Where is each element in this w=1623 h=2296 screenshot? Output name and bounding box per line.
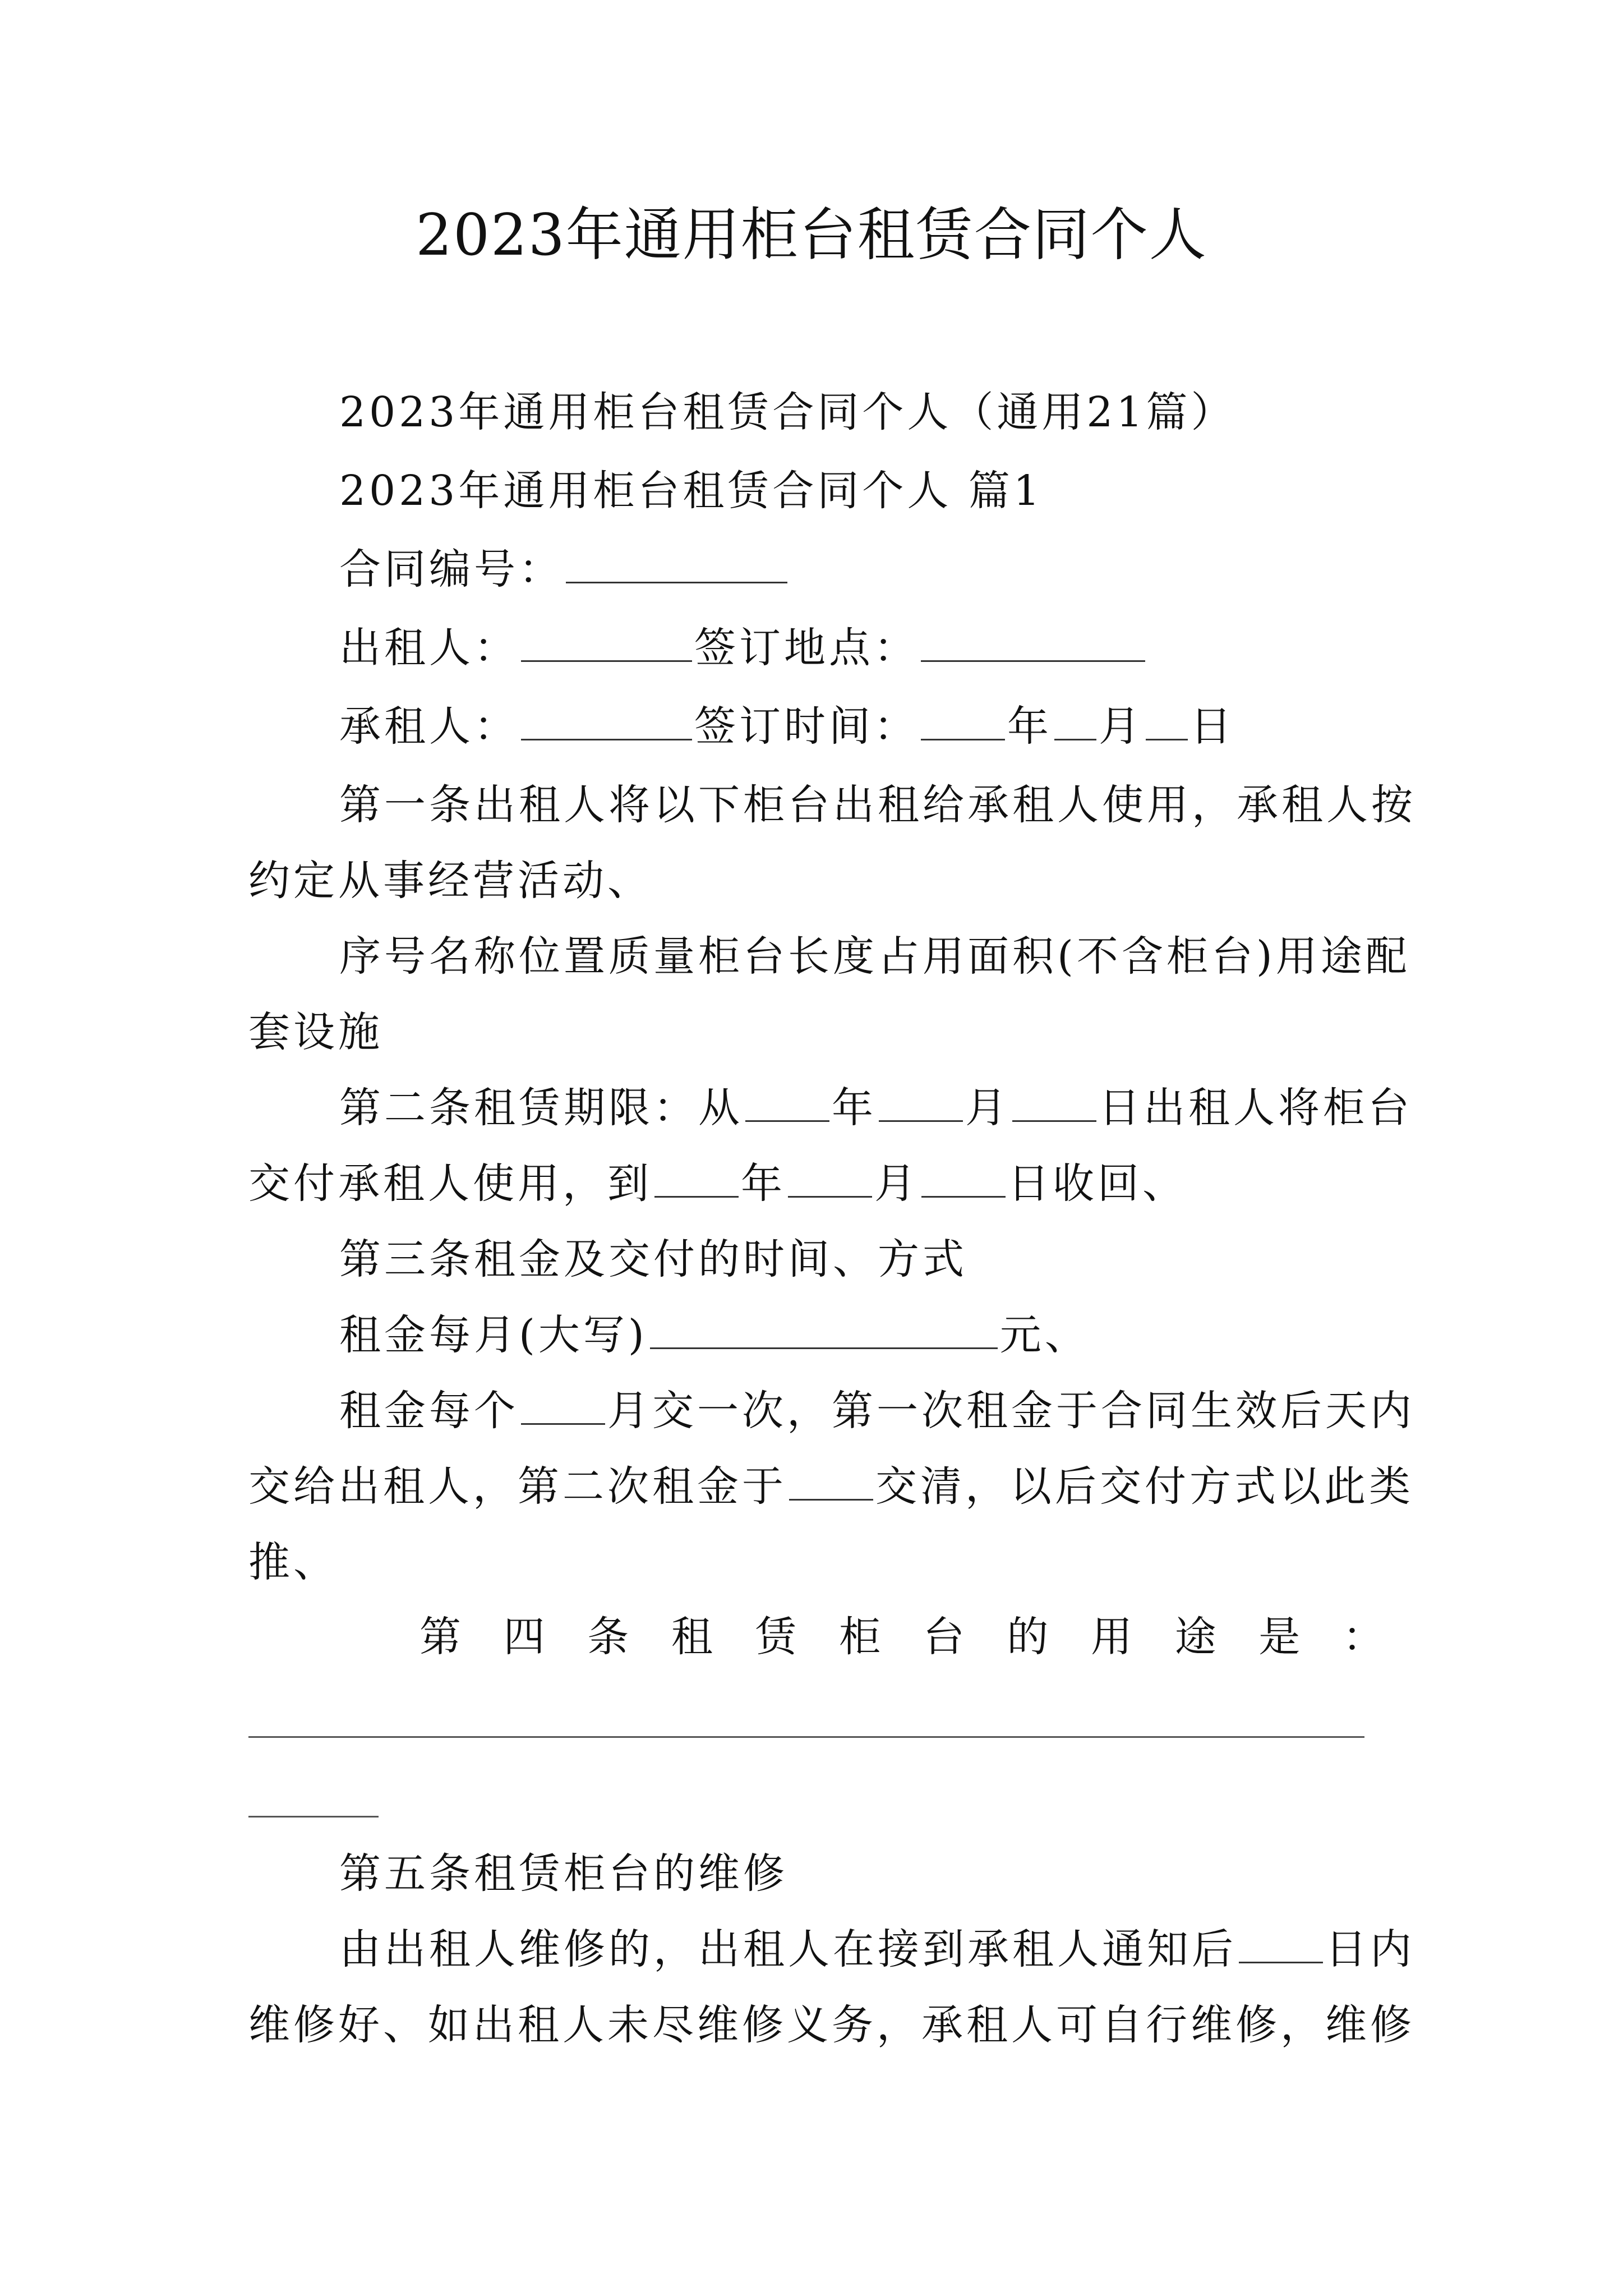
month-label: 月 <box>874 1159 919 1208</box>
article-4-char: 台 <box>923 1613 965 1661</box>
article-4-char: 柜 <box>839 1613 881 1661</box>
article-4-char: ： <box>1342 1613 1384 1661</box>
repair-line-1 <box>339 1921 1415 1977</box>
article-4-char: 的 <box>1007 1613 1049 1661</box>
end-month-blank <box>788 1157 872 1198</box>
contract-number-label: 合同编号： <box>339 545 564 593</box>
article-4-char: 赁 <box>755 1613 797 1661</box>
sign-day-blank <box>1146 700 1188 740</box>
start-month-blank <box>879 1081 963 1122</box>
rent-months-blank <box>521 1384 605 1425</box>
year-label: 年 <box>832 1084 877 1132</box>
article-4-char: 四 <box>503 1613 545 1661</box>
article-2-line-1 <box>339 1080 1413 1136</box>
article-4-line <box>419 1609 1384 1665</box>
rent-subsequent-text: 交清，以后交付方式以此类 <box>875 1462 1414 1511</box>
article-4-purpose-blank-2 <box>248 1816 379 1818</box>
lessee-label: 承租人： <box>339 702 519 751</box>
start-day-blank <box>1012 1081 1096 1122</box>
sign-place-blank <box>921 621 1145 662</box>
article-4-char: 途 <box>1174 1613 1216 1661</box>
month-label: 月 <box>965 1084 1010 1132</box>
lessee-line <box>339 698 1235 754</box>
rent-frequency-line-2 <box>248 1458 1414 1515</box>
article-2-handover-text: 日出租人将柜台 <box>1099 1084 1413 1132</box>
article-4-char: 条 <box>587 1613 629 1661</box>
rent-frequency-line-3: 推、 <box>248 1538 338 1586</box>
month-label: 月 <box>1099 702 1144 751</box>
lessor-line <box>339 620 1147 676</box>
year-label: 年 <box>1007 702 1052 751</box>
table-header-line-1: 序号名称位置质量柜台长度占用面积(不含柜台)用途配 <box>339 932 1410 981</box>
article-2-return-text: 日收回、 <box>1008 1159 1187 1208</box>
article-4-char: 用 <box>1091 1613 1132 1661</box>
contract-number-blank <box>566 542 787 583</box>
rent-frequency-line-1 <box>339 1383 1415 1439</box>
sign-year-blank <box>921 700 1005 740</box>
repair-notice-text: 由出租人维修的，出租人在接到承租人通知后 <box>339 1925 1237 1973</box>
repair-days-blank <box>1239 1922 1323 1963</box>
rent-monthly-label: 租金每月(大写) <box>339 1311 648 1359</box>
article-2-line-2 <box>248 1156 1187 1212</box>
article-4-char: 是 <box>1258 1613 1301 1661</box>
rent-first-payment-text: 月交一次，第一次租金于合同生效后天内 <box>607 1387 1415 1435</box>
article-1-line-1: 第一条出租人将以下柜台出租给承租人使用，承租人按 <box>339 781 1416 829</box>
sign-place-label: 签订地点： <box>694 624 919 672</box>
contract-number-line <box>339 541 790 597</box>
article-3-heading: 第三条租金及交付的时间、方式 <box>339 1235 967 1283</box>
start-year-blank <box>745 1081 829 1122</box>
article-4-purpose-blank-1 <box>248 1736 1364 1738</box>
rent-second-date-blank <box>789 1460 873 1501</box>
section-heading: 2023年通用柜台租赁合同个人 篇1 <box>339 467 1043 515</box>
lessor-label: 出租人： <box>339 624 519 672</box>
repair-days-label: 日内 <box>1325 1925 1415 1973</box>
sign-month-blank <box>1054 700 1096 740</box>
rent-amount-blank <box>650 1308 998 1349</box>
article-4-char: 租 <box>671 1613 713 1661</box>
lessor-blank <box>521 621 692 662</box>
rent-unit: 元、 <box>999 1311 1090 1359</box>
year-label: 年 <box>741 1159 786 1208</box>
rent-second-payment-text: 交给出租人，第二次租金于 <box>248 1462 787 1511</box>
subtitle: 2023年通用柜台租赁合同个人（通用21篇） <box>339 388 1236 436</box>
article-1-line-2: 约定从事经营活动、 <box>248 857 652 905</box>
article-2-from-label: 第二条租赁期限：从 <box>339 1084 743 1132</box>
end-day-blank <box>921 1157 1006 1198</box>
table-header-line-2: 套设施 <box>248 1008 383 1056</box>
sign-time-label: 签订时间： <box>694 702 919 751</box>
lessee-blank <box>521 700 692 740</box>
end-year-blank <box>654 1157 739 1198</box>
rent-each-label: 租金每个 <box>339 1387 519 1435</box>
article-5-heading: 第五条租赁柜台的维修 <box>339 1849 788 1898</box>
rent-monthly-line <box>339 1307 1090 1363</box>
article-4-char: 第 <box>419 1613 461 1661</box>
day-label: 日 <box>1190 702 1235 751</box>
document-title: 2023年通用柜台租赁合同个人 <box>416 202 1207 269</box>
article-2-until-label: 交付承租人使用，到 <box>248 1159 652 1208</box>
repair-line-2: 维修好、如出租人未尽维修义务，承租人可自行维修，维修 <box>248 2001 1415 2049</box>
